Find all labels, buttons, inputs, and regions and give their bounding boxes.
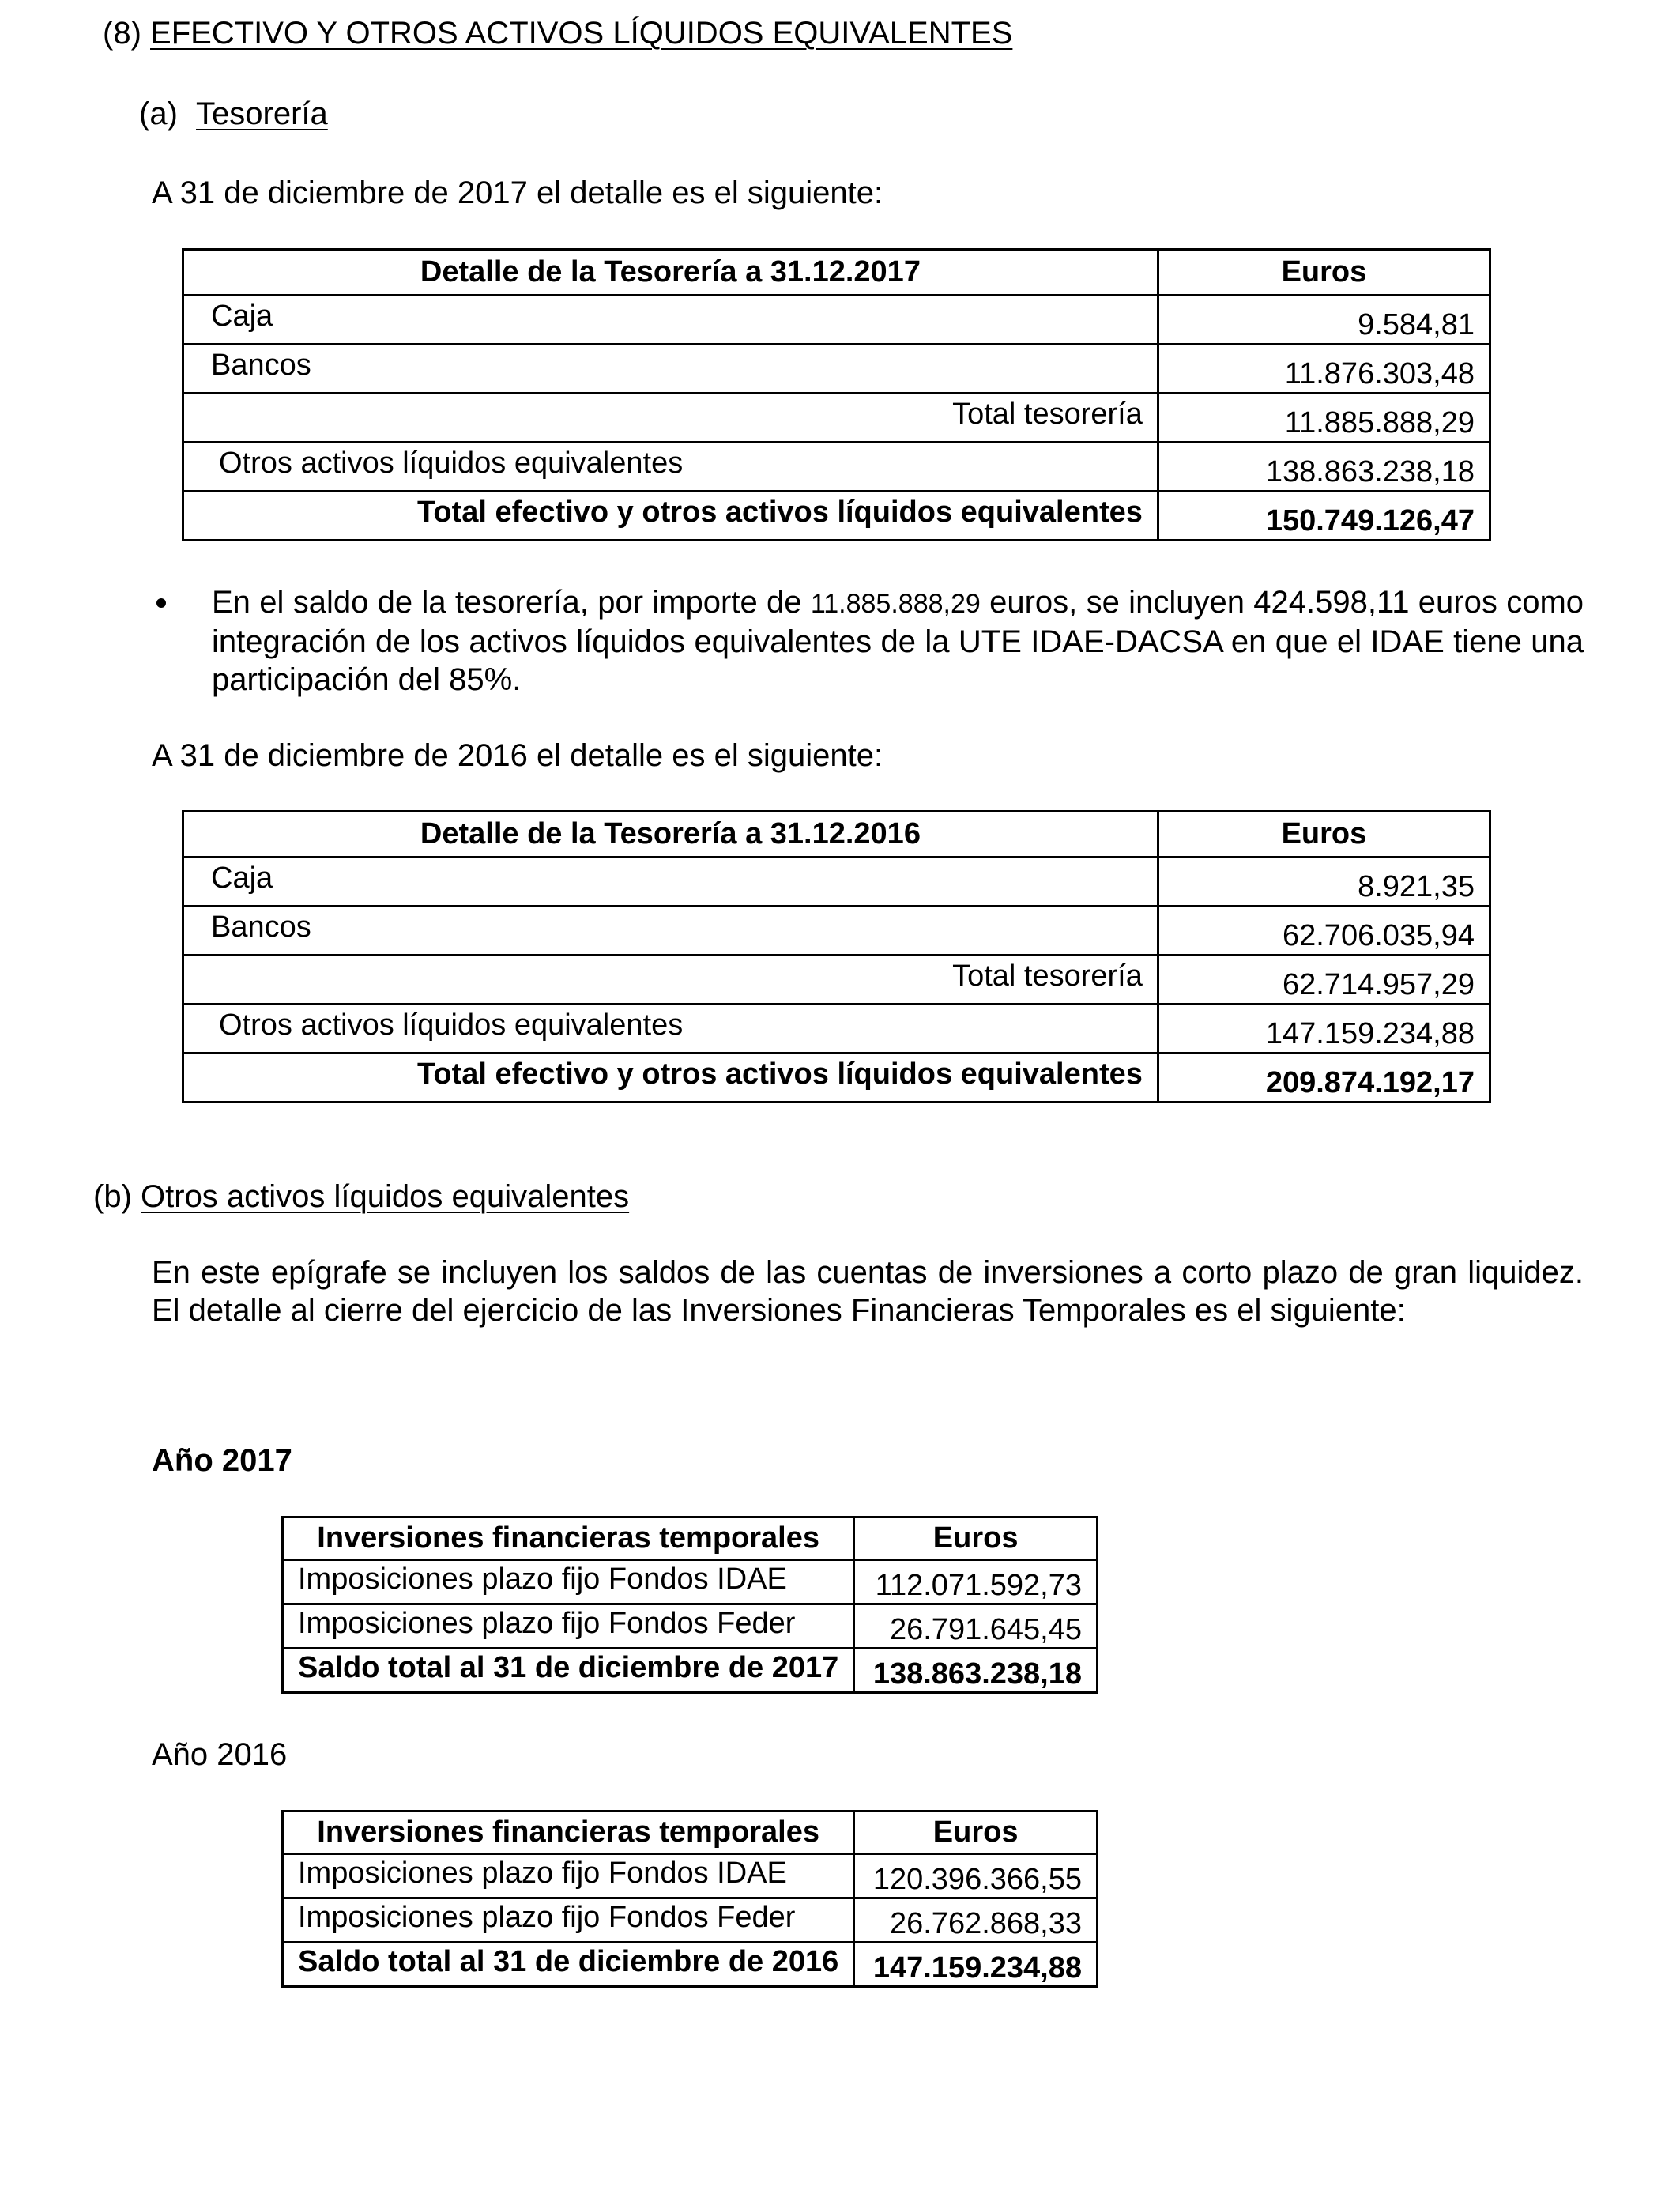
row-value: 112.071.592,73 [854, 1560, 1098, 1604]
bullet-icon [156, 598, 166, 608]
paragraph-b: En este epígrafe se incluyen los saldos de las cuentas de inversiones a corto plazo de gran liquidez. El detalle al cierre del ejercicio de las Inversiones Financieras Temporales es el siguiente: [152, 1255, 1584, 1328]
row-label: Caja [183, 858, 1158, 907]
table-row [183, 443, 1490, 492]
subsection-a-heading [139, 95, 328, 133]
row-label: Total tesorería [183, 394, 1158, 443]
section-heading [103, 14, 1012, 52]
table-row [183, 1005, 1490, 1054]
row-value: 26.762.868,33 [854, 1898, 1098, 1943]
header-value: Euros [854, 1517, 1098, 1560]
section-title: EFECTIVO Y OTROS ACTIVOS LÍQUIDOS EQUIVALENTES [150, 16, 1013, 51]
row-label: Total efectivo y otros activos líquidos equivalentes [183, 492, 1158, 541]
subsection-a-title: Tesorería [196, 96, 328, 131]
row-label: Imposiciones plazo fijo Fondos IDAE [283, 1854, 854, 1898]
row-label: Imposiciones plazo fijo Fondos Feder [283, 1604, 854, 1649]
row-value: 150.749.126,47 [1158, 492, 1490, 541]
row-label: Imposiciones plazo fijo Fondos IDAE [283, 1560, 854, 1604]
intro-2016: A 31 de diciembre de 2016 el detalle es el siguiente: [152, 738, 883, 773]
row-value: 8.921,35 [1158, 858, 1490, 907]
table-header-row [283, 1517, 1098, 1560]
row-label: Imposiciones plazo fijo Fondos Feder [283, 1898, 854, 1943]
subsection-b-letter: (b) [93, 1179, 132, 1214]
row-value: 147.159.234,88 [854, 1943, 1098, 1987]
header-value: Euros [1158, 812, 1490, 858]
row-label: Caja [183, 296, 1158, 345]
header-label: Detalle de la Tesorería a 31.12.2017 [183, 250, 1158, 296]
table-total-row [183, 492, 1490, 541]
bullet-paragraph [212, 583, 1584, 699]
row-value: 26.791.645,45 [854, 1604, 1098, 1649]
row-label: Saldo total al 31 de diciembre de 2016 [283, 1943, 854, 1987]
investments-table-2017 [281, 1516, 1098, 1694]
bullet-text-post: euros, se incluyen 424.598,11 euros como integración de los activos líquidos equivalentes de la UTE IDAE-DACSA en que el IDAE tiene una participación del 85%. [212, 585, 1584, 697]
table-row [283, 1560, 1098, 1604]
row-value: 62.714.957,29 [1158, 956, 1490, 1005]
table-header-row [283, 1811, 1098, 1854]
row-value: 138.863.238,18 [1158, 443, 1490, 492]
header-label: Detalle de la Tesorería a 31.12.2016 [183, 812, 1158, 858]
row-label: Saldo total al 31 de diciembre de 2017 [283, 1649, 854, 1693]
table-row [183, 394, 1490, 443]
intro-2017: A 31 de diciembre de 2017 el detalle es el siguiente: [152, 175, 883, 210]
treasury-table-2017 [182, 248, 1491, 541]
row-label: Bancos [183, 345, 1158, 394]
row-value: 11.876.303,48 [1158, 345, 1490, 394]
table-total-row [283, 1649, 1098, 1693]
header-value: Euros [854, 1811, 1098, 1854]
table-row [183, 345, 1490, 394]
year-2017-label: Año 2017 [152, 1443, 292, 1478]
subsection-b-heading [93, 1178, 629, 1216]
row-label: Bancos [183, 907, 1158, 956]
header-label: Inversiones financieras temporales [283, 1811, 854, 1854]
table-row [183, 858, 1490, 907]
row-label: Total tesorería [183, 956, 1158, 1005]
row-label: Otros activos líquidos equivalentes [183, 443, 1158, 492]
table-header-row [183, 812, 1490, 858]
table-header-row [183, 250, 1490, 296]
row-value: 120.396.366,55 [854, 1854, 1098, 1898]
subsection-a-letter: (a) [139, 96, 178, 131]
table-total-row [283, 1943, 1098, 1987]
section-number: (8) [103, 16, 141, 51]
table-total-row [183, 1054, 1490, 1103]
treasury-table-2016 [182, 810, 1491, 1103]
row-value: 62.706.035,94 [1158, 907, 1490, 956]
header-label: Inversiones financieras temporales [283, 1517, 854, 1560]
table-row [183, 956, 1490, 1005]
table-row [283, 1854, 1098, 1898]
row-value: 147.159.234,88 [1158, 1005, 1490, 1054]
table-row [283, 1898, 1098, 1943]
investments-table-2016 [281, 1810, 1098, 1988]
table-row [283, 1604, 1098, 1649]
table-row [183, 907, 1490, 956]
row-value: 11.885.888,29 [1158, 394, 1490, 443]
bullet-text-pre: En el saldo de la tesorería, por importe de [212, 585, 811, 620]
row-value: 209.874.192,17 [1158, 1054, 1490, 1103]
row-value: 9.584,81 [1158, 296, 1490, 345]
row-value: 138.863.238,18 [854, 1649, 1098, 1693]
table-row [183, 296, 1490, 345]
row-label: Total efectivo y otros activos líquidos equivalentes [183, 1054, 1158, 1103]
row-label: Otros activos líquidos equivalentes [183, 1005, 1158, 1054]
subsection-b-title: Otros activos líquidos equivalentes [141, 1179, 630, 1214]
header-value: Euros [1158, 250, 1490, 296]
year-2016-label: Año 2016 [152, 1737, 288, 1772]
bullet-amount: 11.885.888,29 [810, 589, 981, 619]
